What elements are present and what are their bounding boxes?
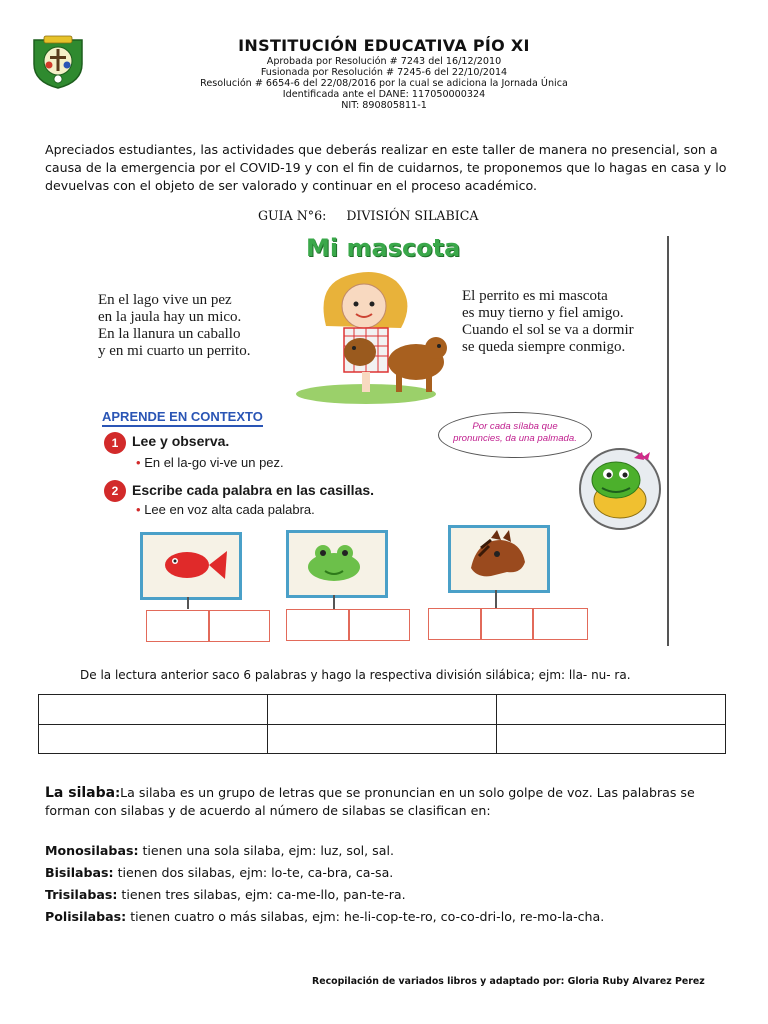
scan-edge-divider [667, 236, 669, 646]
fish-icon [143, 535, 233, 591]
poem-left-line: y en mi cuarto un perrito. [98, 343, 251, 359]
step-2-bullet-text: Lee en voz alta cada palabra. [144, 502, 315, 517]
answer-cell[interactable] [497, 724, 726, 754]
syllable-definition [45, 784, 735, 820]
table-row [39, 724, 726, 754]
textbook-scan [96, 232, 672, 646]
poem-right-line: Cuando el sol se va a dormir [462, 322, 634, 338]
frog-picture-frame [286, 530, 388, 598]
nit-number: NIT: 890805811-1 [341, 100, 427, 111]
step-1-bullet [136, 455, 284, 470]
classification-text: tienen tres silabas, ejm: ca-me-llo, pan-te-ra. [117, 887, 406, 902]
bullet-dot-icon: • [136, 455, 141, 470]
syllable-box [480, 608, 534, 640]
answer-table [38, 694, 726, 754]
guide-number: GUIA N°6: [258, 208, 327, 223]
syllable-box [348, 609, 410, 641]
poem-left-line: en la jaula hay un mico. [98, 309, 242, 325]
jornada-resolution: Resolución # 6654-6 del 22/08/2016 por la cual se adiciona la Jornada Única [200, 78, 568, 89]
poem-left-line: En la llanura un caballo [98, 326, 241, 342]
syllable-box [532, 608, 588, 640]
footer-credit: Recopilación de variados libros y adaptado por: Gloria Ruby Alvarez Perez [312, 976, 705, 987]
horse-icon [451, 528, 541, 584]
doll-and-dog-illustration [296, 266, 456, 406]
section-title: APRENDE EN CONTEXTO [102, 409, 263, 427]
school-shield-logo [30, 34, 86, 90]
frog-icon [289, 533, 379, 589]
definition-term: La silaba [45, 785, 116, 801]
table-row [39, 695, 726, 725]
answer-cell[interactable] [39, 724, 268, 754]
step-2-title: Escribe cada palabra en las casillas. [132, 482, 375, 498]
institution-header [110, 36, 658, 111]
turtle-mascot-illustration [572, 444, 668, 530]
answer-cell[interactable] [497, 695, 726, 725]
classification-term: Polisilabas: [45, 909, 127, 924]
classification-text: tienen una sola silaba, ejm: luz, sol, sal. [138, 843, 394, 858]
step-1-badge: 1 [104, 432, 126, 454]
speech-bubble [438, 412, 592, 458]
guide-topic: DIVISIÓN SILABICA [346, 208, 479, 223]
poem-left-line: En el lago vive un pez [98, 292, 232, 308]
classification-term: Bisilabas: [45, 865, 114, 880]
dane-code: Identificada ante el DANE: 117050000324 [282, 89, 486, 100]
step-2-bullet [136, 502, 315, 517]
horse-picture-frame [448, 525, 550, 593]
classification-text: tienen cuatro o más silabas, ejm: he-li-cop-te-ro, co-co-dri-lo, re-mo-la-cha. [126, 909, 605, 924]
syllable-box [286, 609, 350, 641]
classification-monosilabas [45, 842, 394, 860]
speech-bubble-text: Por cada sílaba que pronuncies, da una palmada. [453, 421, 577, 444]
classification-text: tienen dos silabas, ejm: lo-te, ca-bra, ca-sa. [113, 865, 394, 880]
poem-right-line: se queda siempre conmigo. [462, 339, 626, 355]
step-1-bullet-text: En el la-go vi-ve un pez. [144, 455, 284, 470]
exercise-instruction: De la lectura anterior saco 6 palabras y hago la respectiva división silábica; ejm: lla- nu- ra. [80, 668, 631, 682]
classification-term: Monosilabas: [45, 843, 139, 858]
intro-paragraph: Apreciados estudiantes, las actividades que deberás realizar en este taller de manera no presencial, son a causa de la emergencia por el COVID-19 y con el fin de cuidarnos, te proponemos que lo hagas en casa y lo devuelvas con el objeto de ser valorado y continuar en el proceso académico. [45, 142, 727, 193]
classification-trisilabas [45, 886, 406, 904]
definition-colon: : [115, 785, 121, 800]
step-1-title: Lee y observa. [132, 433, 230, 449]
guide-title [258, 208, 478, 223]
classification-bisilabas [45, 864, 393, 882]
step-2-badge: 2 [104, 480, 126, 502]
fish-picture-frame [140, 532, 242, 600]
poem-right [462, 288, 634, 356]
poem-right-line: El perrito es mi mascota [462, 288, 608, 304]
syllable-box [428, 608, 482, 640]
definition-text: La silaba es un grupo de letras que se pronuncian en un solo golpe de voz. Las palabras se forman con silabas y de acuerdo al número de silabas se clasifican en: [45, 785, 695, 818]
answer-cell[interactable] [268, 724, 497, 754]
syllable-box [146, 610, 210, 642]
answer-cell[interactable] [268, 695, 497, 725]
poem-right-line: es muy tierno y fiel amigo. [462, 305, 624, 321]
fusion-resolution: Fusionada por Resolución # 7245-6 del 22/10/2014 [260, 67, 508, 78]
approval-resolution: Aprobada por Resolución # 7243 del 16/12/2010 [266, 56, 502, 67]
bullet-dot-icon: • [136, 502, 141, 517]
syllable-box [208, 610, 270, 642]
classification-term: Trisilabas: [45, 887, 118, 902]
classification-polisilabas [45, 908, 604, 926]
institution-name: INSTITUCIÓN EDUCATIVA PÍO XI [238, 36, 530, 55]
answer-cell[interactable] [39, 695, 268, 725]
poem-left [98, 292, 250, 360]
book-title: Mi mascota [306, 234, 461, 262]
